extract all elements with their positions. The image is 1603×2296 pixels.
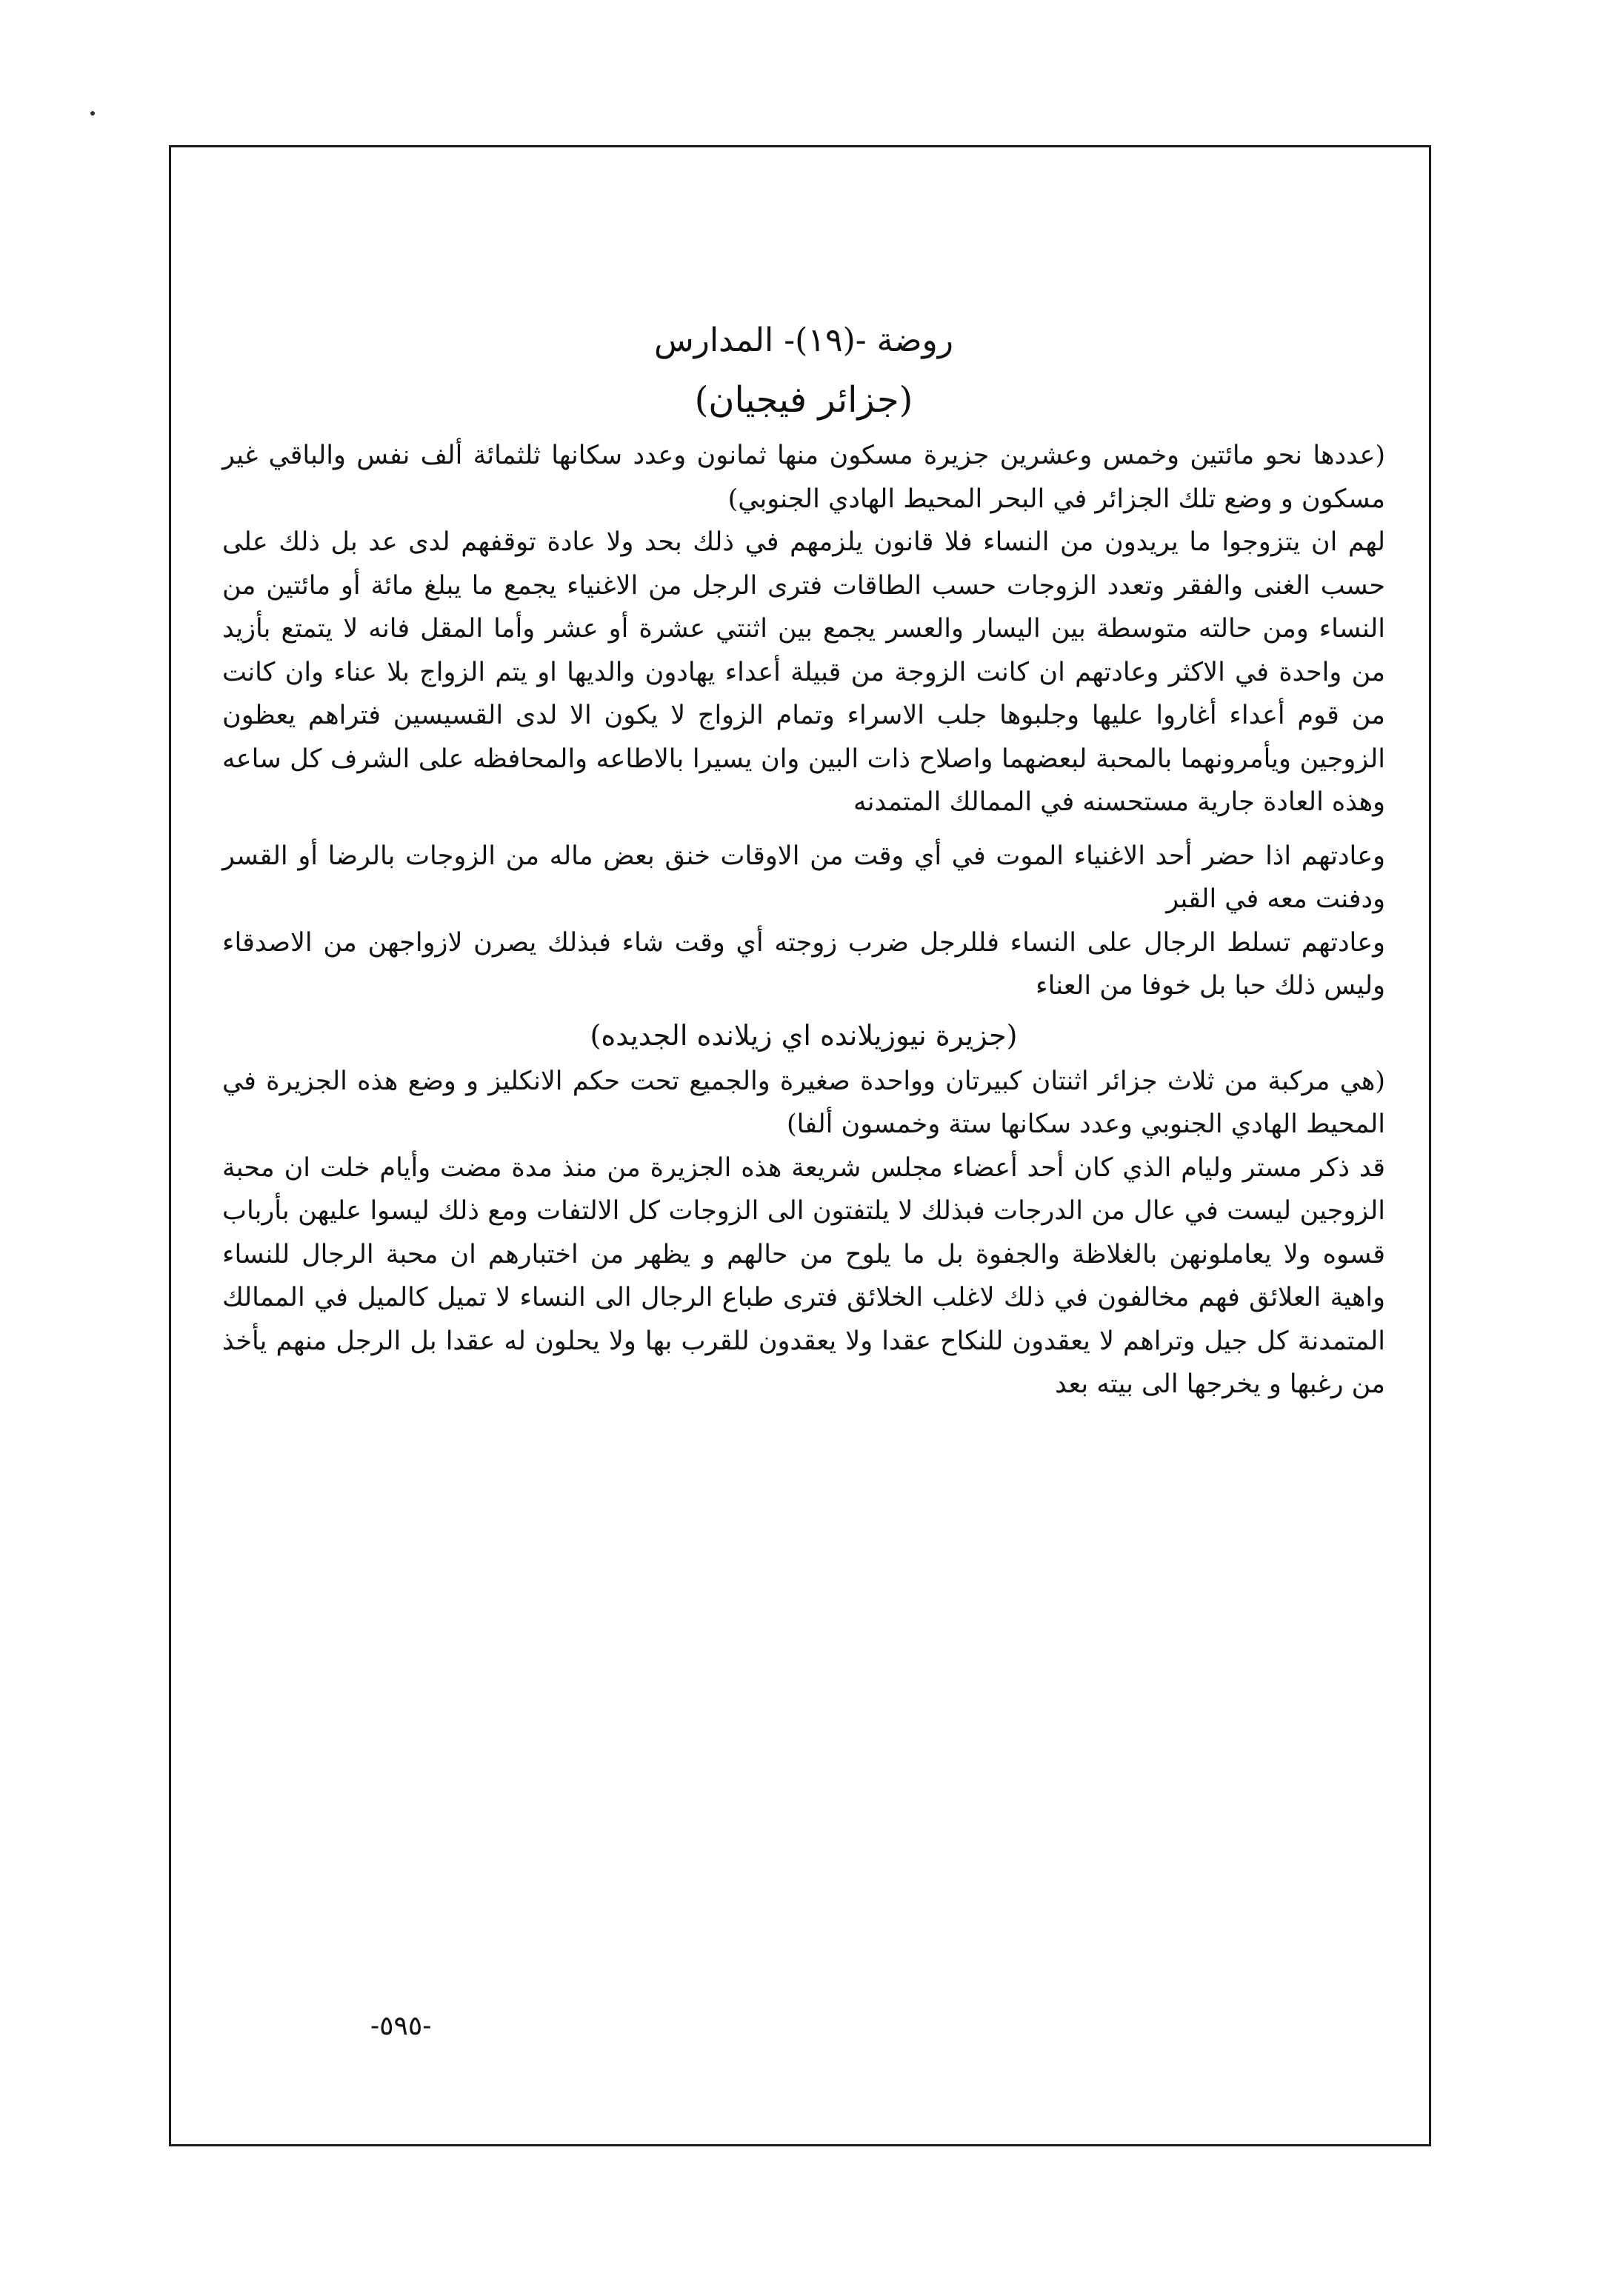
body-paragraph-death-custom: وعادتهم اذا حضر أحد الاغنياء الموت في أي وقت من الاوقات خنق بعض ماله من الزوجات بالرضا أو القسر ودفنت معه في القبر — [222, 841, 1385, 914]
page-content — [222, 311, 1385, 1406]
page-subtitle: (جزائر فيجيان) — [694, 379, 913, 421]
intro-paragraph: (عددها نحو مائتين وخمس وعشرين جزيرة مسكون منها ثمانون وعدد سكانها ثلثمائة ألف نفس والباقي غير مسكون و وضع تلك الجزائر في البحر المحيط الهادي الجنوبي) — [222, 441, 1385, 514]
scan-speck — [90, 111, 95, 116]
page-number: -٥٩٥- — [370, 2011, 432, 2041]
page-title: روضة -(١٩)- المدارس — [653, 321, 954, 359]
body-paragraph-marriage: لهم ان يتزوجوا ما يريدون من النساء فلا قانون يلزمهم في ذلك بحد ولا عادة توقفهم لدى عد بل ذلك على حسب الغنى والفقر وتعدد الزوجات حسب الطاقات فترى الرجل من الاغنياء يجمع ما يبلغ مائة أو مائتين من النساء ومن حالته متوسطة بين اليسار والعسر يجمع بين اثنتي عشرة أو عشر وأما المقل فانه لا يتمتع بأزيد من واحدة في الاكثر وعادتهم ان كانت الزوجة من قبيلة أعداء يهادون والديها او يتم الزواج بلا عناء وان كانت من قوم أعداء أغاروا عليها وجلبوها جلب الاسراء وتمام الزواج لا يكون الا لدى القسيسين فتراهم يعظون الزوجين ويأمرونهما بالمحبة لبعضهما واصلاح ذات البين وان يسيرا بالاطاعه والمحافظه على الشرف كل ساعه وهذه العادة جارية مستحسنه في الممالك المتمدنه — [222, 527, 1385, 817]
section-title: (جزيرة نيوزيلانده اي زيلانده الجديده) — [590, 1018, 1018, 1052]
section-intro: (هي مركبة من ثلاث جزائر اثنتان كبيرتان وواحدة صغيرة والجميع تحت حكم الانكليز و وضع هذه الجزيرة في المحيط الهادي الجنوبي وعدد سكانها ستة وخمسون ألفا) — [222, 1066, 1385, 1139]
body-paragraph-authority: وعادتهم تسلط الرجال على النساء فللرجل ضرب زوجته أي وقت شاء فبذلك يصرن لازواجهن من الاصدقاء وليس ذلك حبا بل خوفا من العناء — [222, 927, 1385, 1001]
section-body: قد ذكر مستر وليام الذي كان أحد أعضاء مجلس شريعة هذه الجزيرة من منذ مدة مضت وأيام خلت ان محبة الزوجين ليست في عال من الدرجات فبذلك لا يلتفتون الى الزوجات كل الالتفات ومع ذلك ليسوا عليهن بأرباب قسوه ولا يعاملونهن بالغلاظة والجفوة بل ما يلوح من حالهم و يظهر من اختبارهم ان محبة الرجال للنساء واهية العلائق فهم مخالفون في ذلك لاغلب الخلائق فترى طباع الرجال الى النساء لا تميل كالميل في الممالك المتمدنة كل جيل وتراهم لا يعقدون للنكاح عقدا ولا يعقدون للقرب بها ولا يحلون له عقدا بل الرجل منهم يأخذ من رغبها و يخرجها الى بيته بعد — [222, 1152, 1385, 1399]
